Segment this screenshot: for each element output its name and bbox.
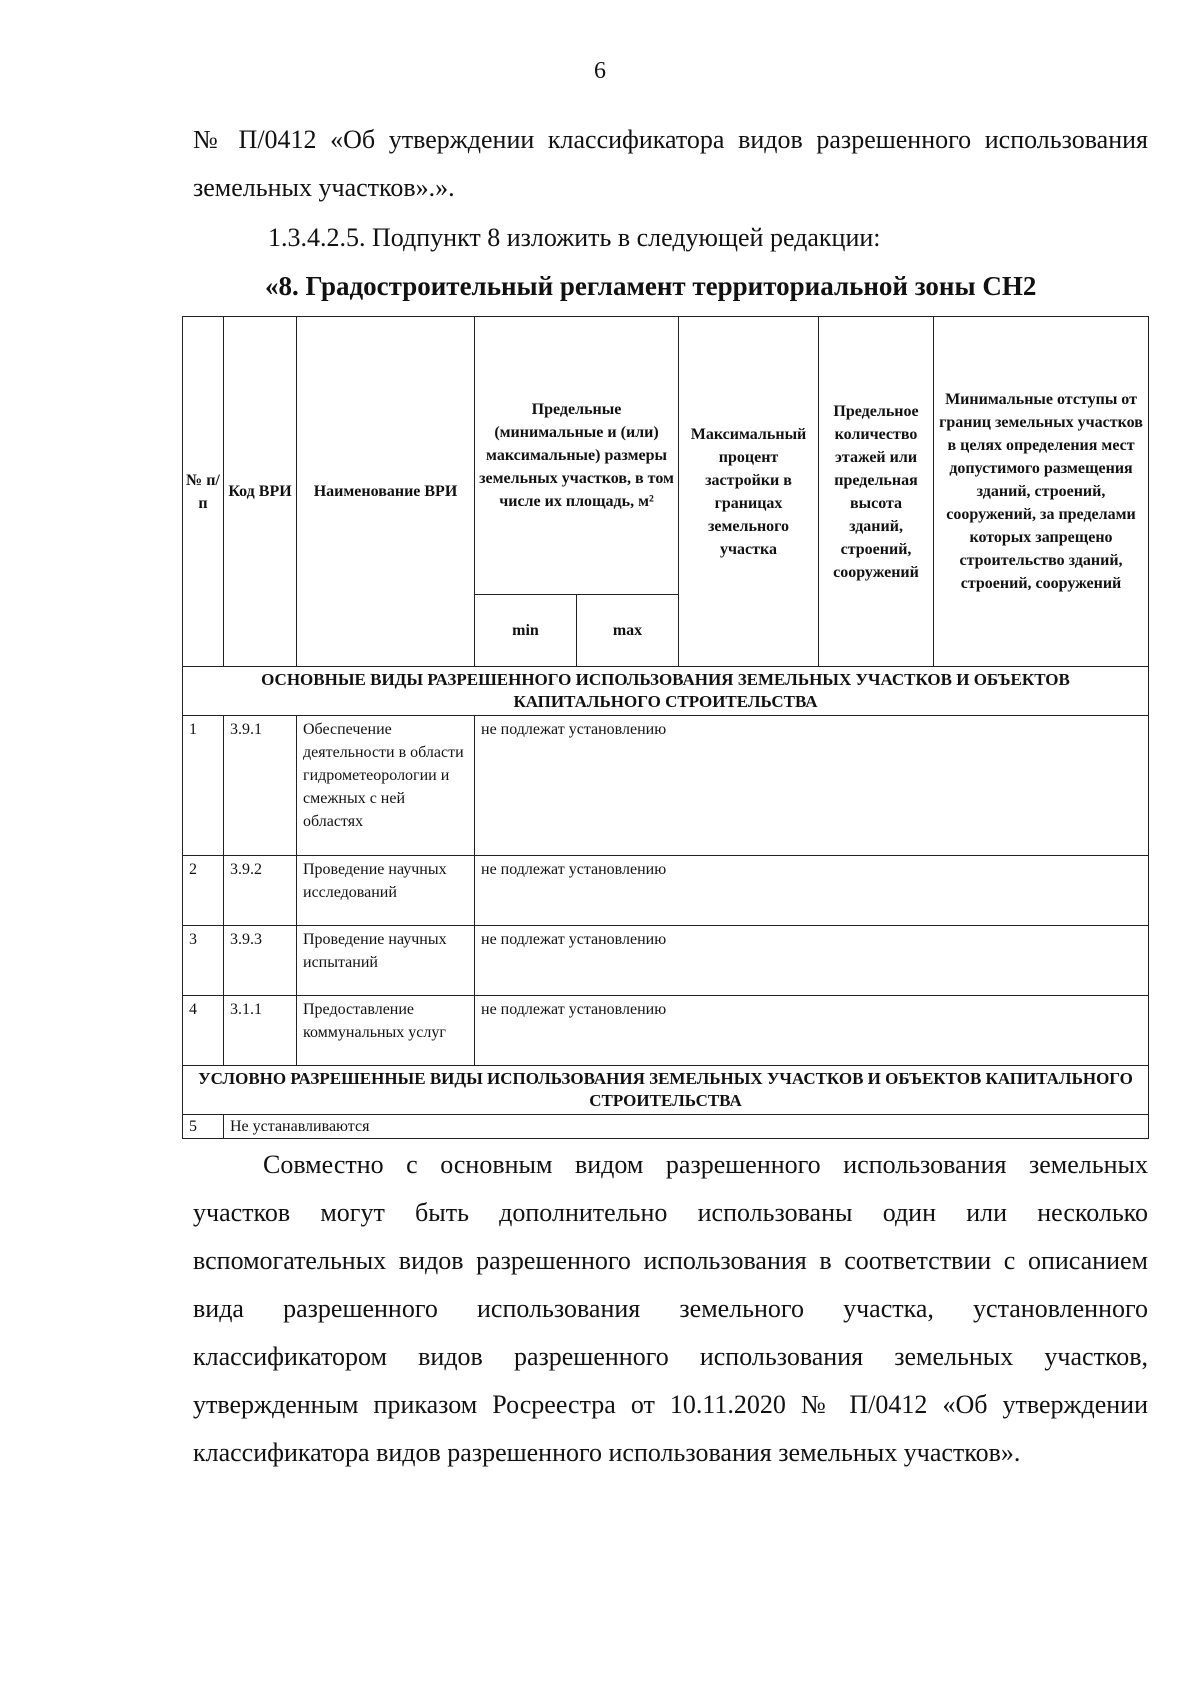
table-row [183,1115,1149,1139]
header-floors: Предельное количество этажей или предельная высота зданий, строений, сооружений [819,317,934,667]
row-value: Не устанавливаются [224,1115,1149,1139]
row-code: 3.1.1 [224,996,297,1066]
subitem-line: 1.3.4.2.5. Подпункт 8 изложить в следующей редакции: [268,223,881,252]
section-conditional-label: УСЛОВНО РАЗРЕШЕННЫЕ ВИДЫ ИСПОЛЬЗОВАНИЯ ЗЕМЕЛЬНЫХ УЧАСТКОВ И ОБЪЕКТОВ КАПИТАЛЬНОГО СТРОИТЕЛЬСТВА [183,1066,1149,1115]
row-code: 3.9.1 [224,716,297,856]
header-max: max [577,595,679,667]
header-num: № п/п [183,317,224,667]
row-code: 3.9.3 [224,926,297,996]
row-num: 4 [183,996,224,1066]
row-value: не подлежат установлению [475,856,1149,926]
page-number: 6 [594,58,606,84]
header-code: Код ВРИ [224,317,297,667]
row-name: Проведение научных испытаний [297,926,475,996]
regulation-table [182,316,1149,1139]
row-value: не подлежат установлению [475,996,1149,1066]
intro-paragraph: № П/0412 «Об утверждении классификатора видов разрешенного использования земельных участков».». [193,125,1148,202]
table-row [183,716,1149,856]
row-num: 5 [183,1115,224,1139]
row-num: 1 [183,716,224,856]
header-min: min [475,595,577,667]
header-percent: Максимальный процент застройки в границах земельного участка [679,317,819,667]
row-num: 3 [183,926,224,996]
closing-paragraph: Совместно с основным видом разрешенного использования земельных участков могут быть дополнительно использованы один или несколько вспомогательных видов разрешенного использования в соответствии с описанием вида разрешенного использования земельного участка, установленного классификатором видов разрешенного использования земельных участков, утвержденным приказом Росреестра от 10.11.2020 № П/0412 «Об утверждении классификатора видов разрешенного использования земельных участков». [193,1150,1148,1467]
table-row [183,996,1149,1066]
row-code: 3.9.2 [224,856,297,926]
header-name: Наименование ВРИ [297,317,475,667]
row-value: не подлежат установлению [475,716,1149,856]
header-setbacks: Минимальные отступы от границ земельных участков в целях определения мест допустимого размещения зданий, строений, сооружений, за пределами которых запрещено строительство зданий, строений, сооружений [934,317,1149,667]
table-row [183,926,1149,996]
row-value: не подлежат установлению [475,926,1149,996]
row-name: Проведение научных исследований [297,856,475,926]
row-name: Обеспечение деятельности в области гидрометеорологии и смежных с ней областях [297,716,475,856]
table-row [183,856,1149,926]
row-name: Предоставление коммунальных услуг [297,996,475,1066]
section-title: «8. Градостроительный регламент территориальной зоны СН2 [265,271,1037,301]
row-num: 2 [183,856,224,926]
header-sizes: Предельные (минимальные и (или) максимальные) размеры земельных участков, в том числе их площадь, м² [475,317,679,595]
section-main-label: ОСНОВНЫЕ ВИДЫ РАЗРЕШЕННОГО ИСПОЛЬЗОВАНИЯ ЗЕМЕЛЬНЫХ УЧАСТКОВ И ОБЪЕКТОВ КАПИТАЛЬНОГО СТРОИТЕЛЬСТВА [183,667,1149,716]
